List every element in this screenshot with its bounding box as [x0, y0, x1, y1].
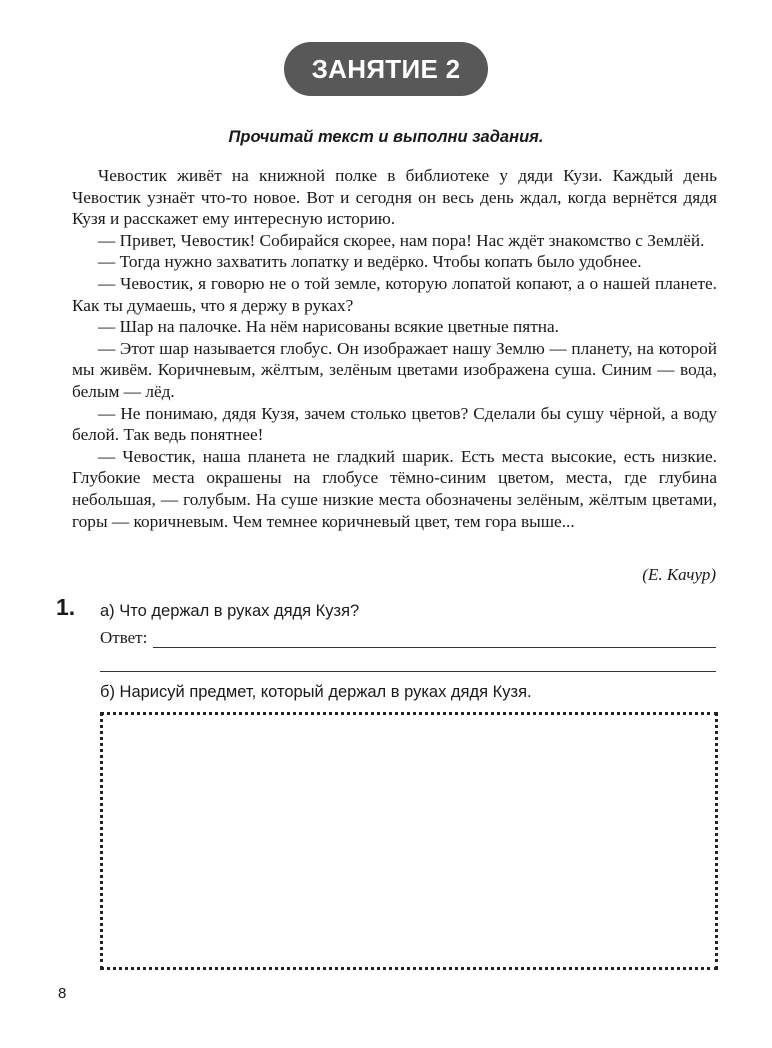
story-paragraph: — Не понимаю, дядя Кузя, зачем столько цветов? Сделали бы сушу чёрной, а воду белой. Так ведь понятнее! — [72, 403, 717, 445]
story-paragraph: — Чевостик, наша планета не гладкий шарик. Есть места высокие, есть низкие. Глубокие места окрашены на глобусе тёмно-синим цветом, места, где глубина небольшая, — голубым. На суше низкие места обозначены зелёным, жёлтым цветами, горы — коричневым. Чем темнее коричневый цвет, тем гора выше... — [72, 446, 717, 531]
answer-row — [100, 628, 716, 648]
task-number: 1. — [56, 594, 76, 620]
story-paragraph: — Тогда нужно захватить лопатку и ведёрко. Чтобы копать было удобнее. — [98, 252, 642, 272]
answer-line-second[interactable] — [100, 671, 716, 672]
lesson-title-badge — [284, 42, 488, 96]
story-paragraph: — Этот шар называется глобус. Он изображает нашу Землю — планету, на которой мы живём. Коричневым, жёлтым, зелёным цветами изображена суша. Синим — вода, белым — лёд. — [72, 338, 717, 401]
task-question-a: а) Что держал в руках дядя Кузя? — [100, 602, 360, 620]
story-text — [72, 165, 717, 532]
story-paragraph: Чевостик живёт на книжной полке в библиотеке у дяди Кузи. Каждый день Чевостик узнаёт что-то новое. Вот и сегодня он весь день ждал, когда вернётся дядя Кузя и расскажет ему интересную историю. — [72, 166, 717, 229]
instruction-heading: Прочитай текст и выполни задания. — [228, 128, 544, 146]
task-question-b: б) Нарисуй предмет, который держал в руках дядя Кузя. — [100, 683, 532, 701]
answer-label: Ответ: — [100, 628, 148, 647]
lesson-title: ЗАНЯТИЕ 2 — [311, 53, 461, 84]
page-number: 8 — [58, 985, 67, 1002]
story-author: (Е. Качур) — [642, 565, 716, 584]
drawing-area[interactable] — [100, 712, 718, 970]
story-paragraph: — Чевостик, я говорю не о той земле, которую лопатой копают, а о нашей планете. Как ты думаешь, что я держу в руках? — [72, 273, 717, 315]
story-paragraph: — Шар на палочке. На нём нарисованы всякие цветные пятна. — [98, 317, 559, 337]
story-paragraph: — Привет, Чевостик! Собирайся скорее, нам пора! Нас ждёт знакомство с Землёй. — [98, 230, 705, 250]
answer-line[interactable] — [153, 629, 716, 648]
